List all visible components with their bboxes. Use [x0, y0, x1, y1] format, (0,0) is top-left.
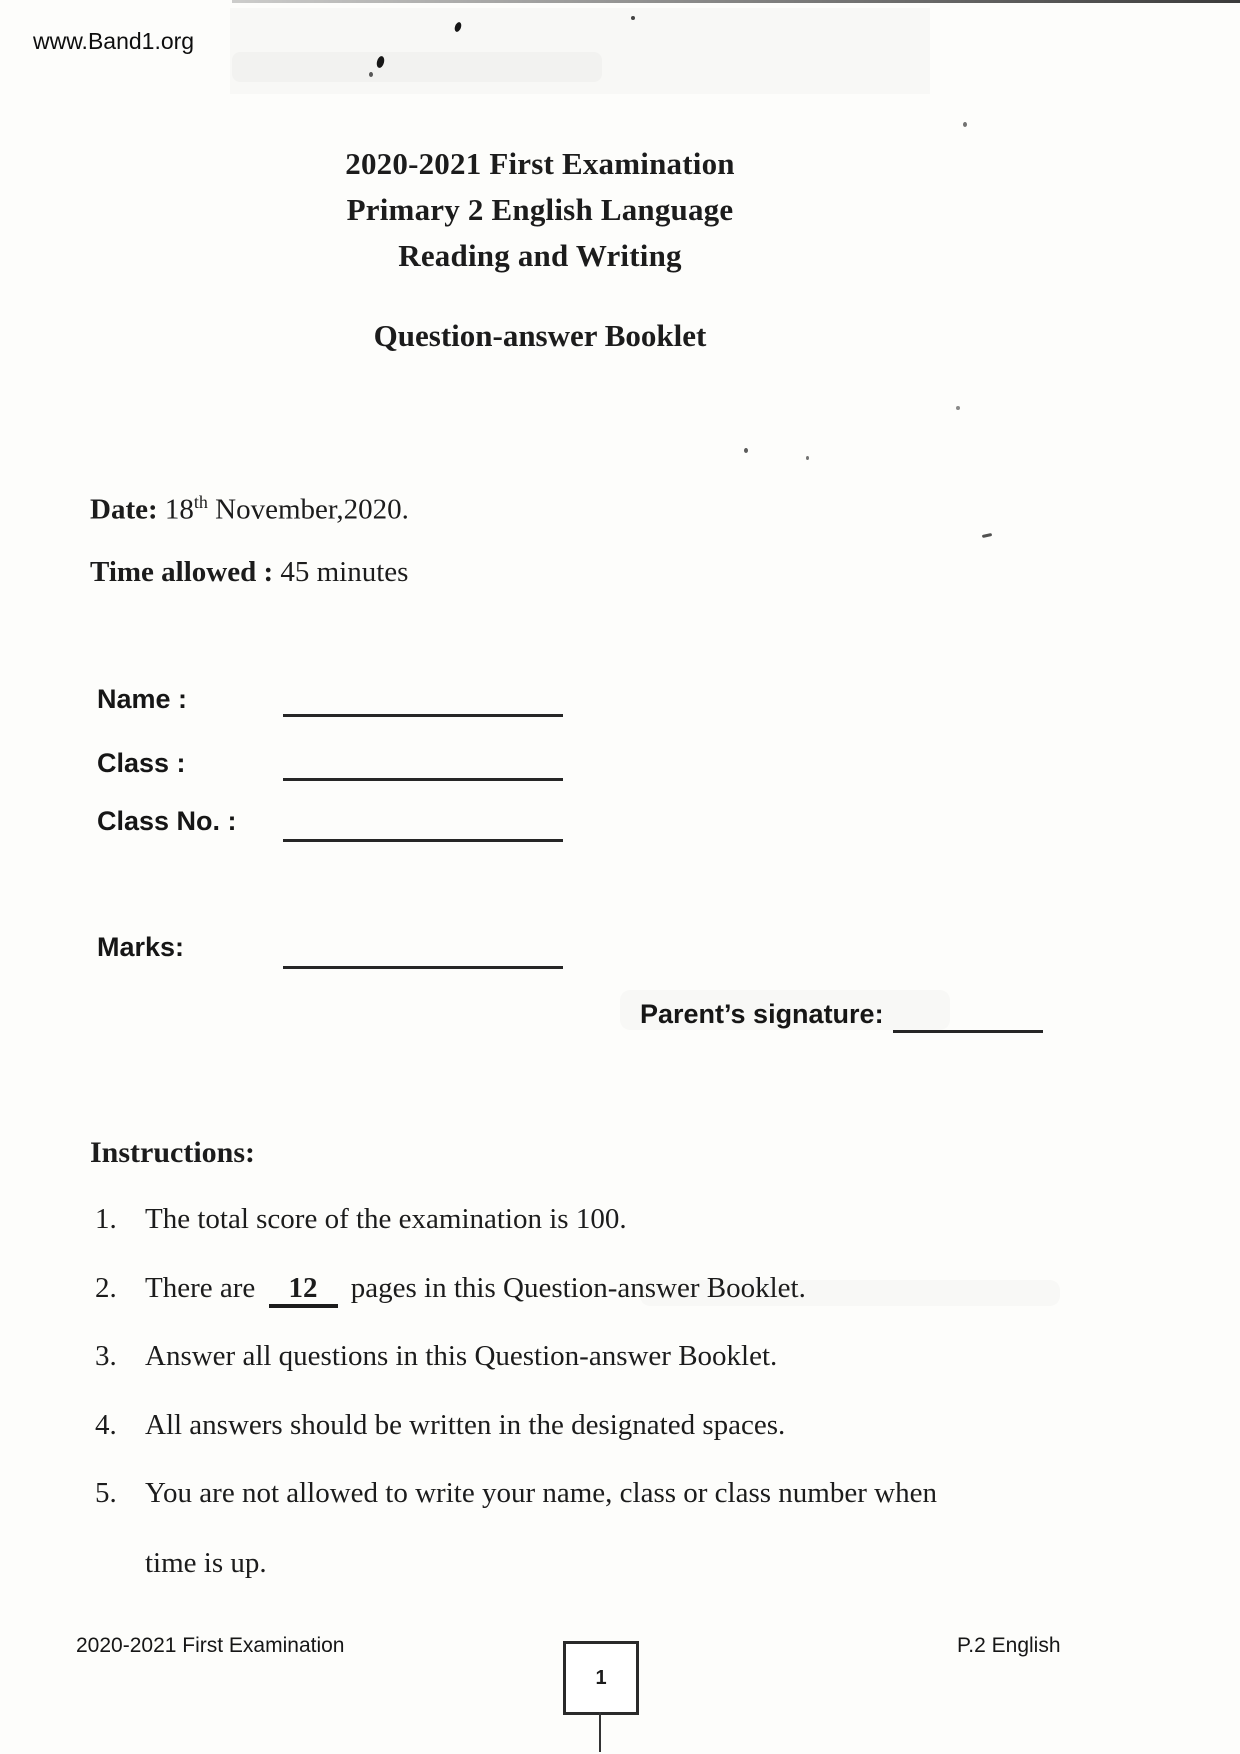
- class-no-label: Class No. :: [97, 806, 237, 836]
- instruction-item-4: [95, 1409, 785, 1442]
- page-number-box: [563, 1641, 639, 1715]
- time-label: Time allowed :: [90, 556, 274, 588]
- scan-speck: [982, 533, 992, 538]
- time-line: [90, 556, 408, 589]
- parent-signature-blank-line: [893, 1030, 1043, 1033]
- scan-smudge: [232, 52, 602, 82]
- instruction-text: The total score of the examination is 100.: [145, 1203, 627, 1235]
- name-label: Name :: [97, 684, 188, 714]
- date-rest: November,2020.: [207, 493, 409, 526]
- instruction-item-2: [95, 1272, 806, 1305]
- scan-speck: [631, 16, 635, 20]
- instruction-item-5-line2: time is up.: [145, 1547, 267, 1579]
- instructions-heading: Instructions:: [90, 1136, 256, 1169]
- scan-speck: [963, 122, 967, 127]
- scan-speck: [956, 406, 960, 410]
- instruction-number: 5.: [95, 1477, 117, 1509]
- instruction-number: 2.: [95, 1272, 117, 1304]
- instruction-number: 3.: [95, 1340, 117, 1372]
- site-watermark: www.Band1.org: [33, 28, 195, 54]
- exam-title-line1: 2020-2021 First Examination: [345, 146, 735, 181]
- scan-speck: [744, 448, 748, 453]
- instruction-text: You are not allowed to write your name, class or class number when: [145, 1477, 937, 1509]
- instruction-text-post: pages in this Question-answer Booklet.: [350, 1272, 806, 1304]
- instruction-number: 1.: [95, 1203, 117, 1235]
- time-value: 45 minutes: [280, 556, 409, 588]
- instruction-text: Answer all questions in this Question-answer Booklet.: [145, 1340, 778, 1372]
- instruction-text: All answers should be written in the designated spaces.: [145, 1409, 786, 1441]
- date-line: [90, 492, 409, 527]
- parent-signature-label: Parent’s signature:: [640, 999, 884, 1029]
- exam-title-line2: Primary 2 English Language: [346, 192, 734, 227]
- date-ordinal: th: [193, 492, 208, 512]
- booklet-title: Question-answer Booklet: [373, 318, 707, 353]
- class-no-blank-line: [283, 839, 563, 842]
- scan-speck: [369, 72, 373, 77]
- page-count-value: 12: [269, 1272, 338, 1308]
- name-blank-line: [283, 714, 563, 717]
- footer-subject: P.2 English: [957, 1634, 1061, 1657]
- instruction-item-5: [95, 1477, 937, 1510]
- marks-blank-line: [283, 966, 563, 969]
- instruction-number: 4.: [95, 1409, 117, 1441]
- scan-edge-line: [232, 0, 1240, 3]
- exam-title-line3: Reading and Writing: [398, 238, 682, 273]
- class-blank-line: [283, 778, 563, 781]
- date-label: Date:: [90, 493, 158, 526]
- class-label: Class :: [97, 748, 186, 778]
- instruction-text-pre: There are: [145, 1272, 256, 1304]
- instruction-item-3: [95, 1340, 777, 1373]
- exam-title: [240, 141, 840, 279]
- footer-exam-name: 2020-2021 First Examination: [76, 1634, 345, 1657]
- page-number: 1: [595, 1666, 607, 1689]
- marks-label: Marks:: [97, 932, 185, 962]
- scan-speck: [806, 456, 809, 460]
- page-number-box-tail: [599, 1712, 601, 1752]
- instruction-item-1: [95, 1203, 627, 1236]
- date-day: 18: [164, 493, 194, 526]
